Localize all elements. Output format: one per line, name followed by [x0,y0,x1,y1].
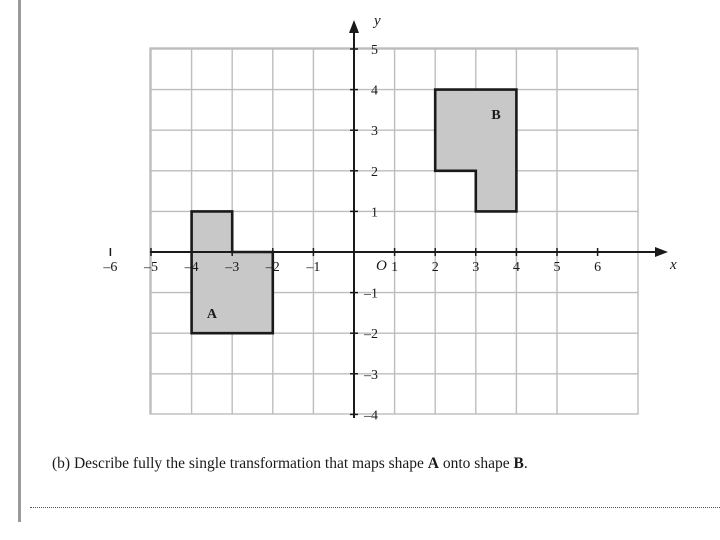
x-tick-label: –4 [184,260,199,275]
x-tick-label: –5 [144,260,158,275]
y-tick-label: 5 [371,43,378,58]
shape-label-a: A [206,306,217,322]
y-tick-label: –2 [364,327,378,343]
answer-line [30,507,720,508]
x-tick-label: 2 [431,260,439,275]
y-tick-label: 4 [371,83,378,99]
shape-label-b: B [491,107,501,123]
x-tick-label: 4 [512,260,520,275]
x-tick-label: –3 [225,260,240,275]
x-tick-label: 5 [553,260,561,275]
y-tick-label: –1 [364,286,378,302]
y-tick-label: –3 [364,367,378,383]
x-axis-label: x [670,257,677,273]
x-axis-arrow [655,247,668,257]
shape-b [435,90,516,212]
question-part-label: (b) [52,455,71,472]
x-tick-label: 6 [594,260,602,275]
x-tick-label: –2 [265,260,280,275]
x-tick-label: 1 [391,260,399,275]
y-axis-label: y [374,13,381,29]
x-tick-label: 3 [472,260,480,275]
y-axis-arrow [349,20,359,33]
question-text-middle: onto shape [442,455,510,472]
y-tick-label: 2 [371,164,378,180]
origin-label: O [376,258,387,274]
question-text-before: Describe fully the single transformation that maps shape [73,455,424,472]
question-text-end: . [523,455,528,472]
y-tick-label: 3 [371,124,378,140]
question-b [52,455,528,473]
question-shape-b: B [513,455,524,472]
question-shape-a: A [427,455,439,472]
y-tick-label: 1 [371,205,378,221]
x-tick-label: –1 [306,260,321,275]
x-tick-label: –6 [103,260,118,275]
y-tick-label: –4 [364,408,378,424]
